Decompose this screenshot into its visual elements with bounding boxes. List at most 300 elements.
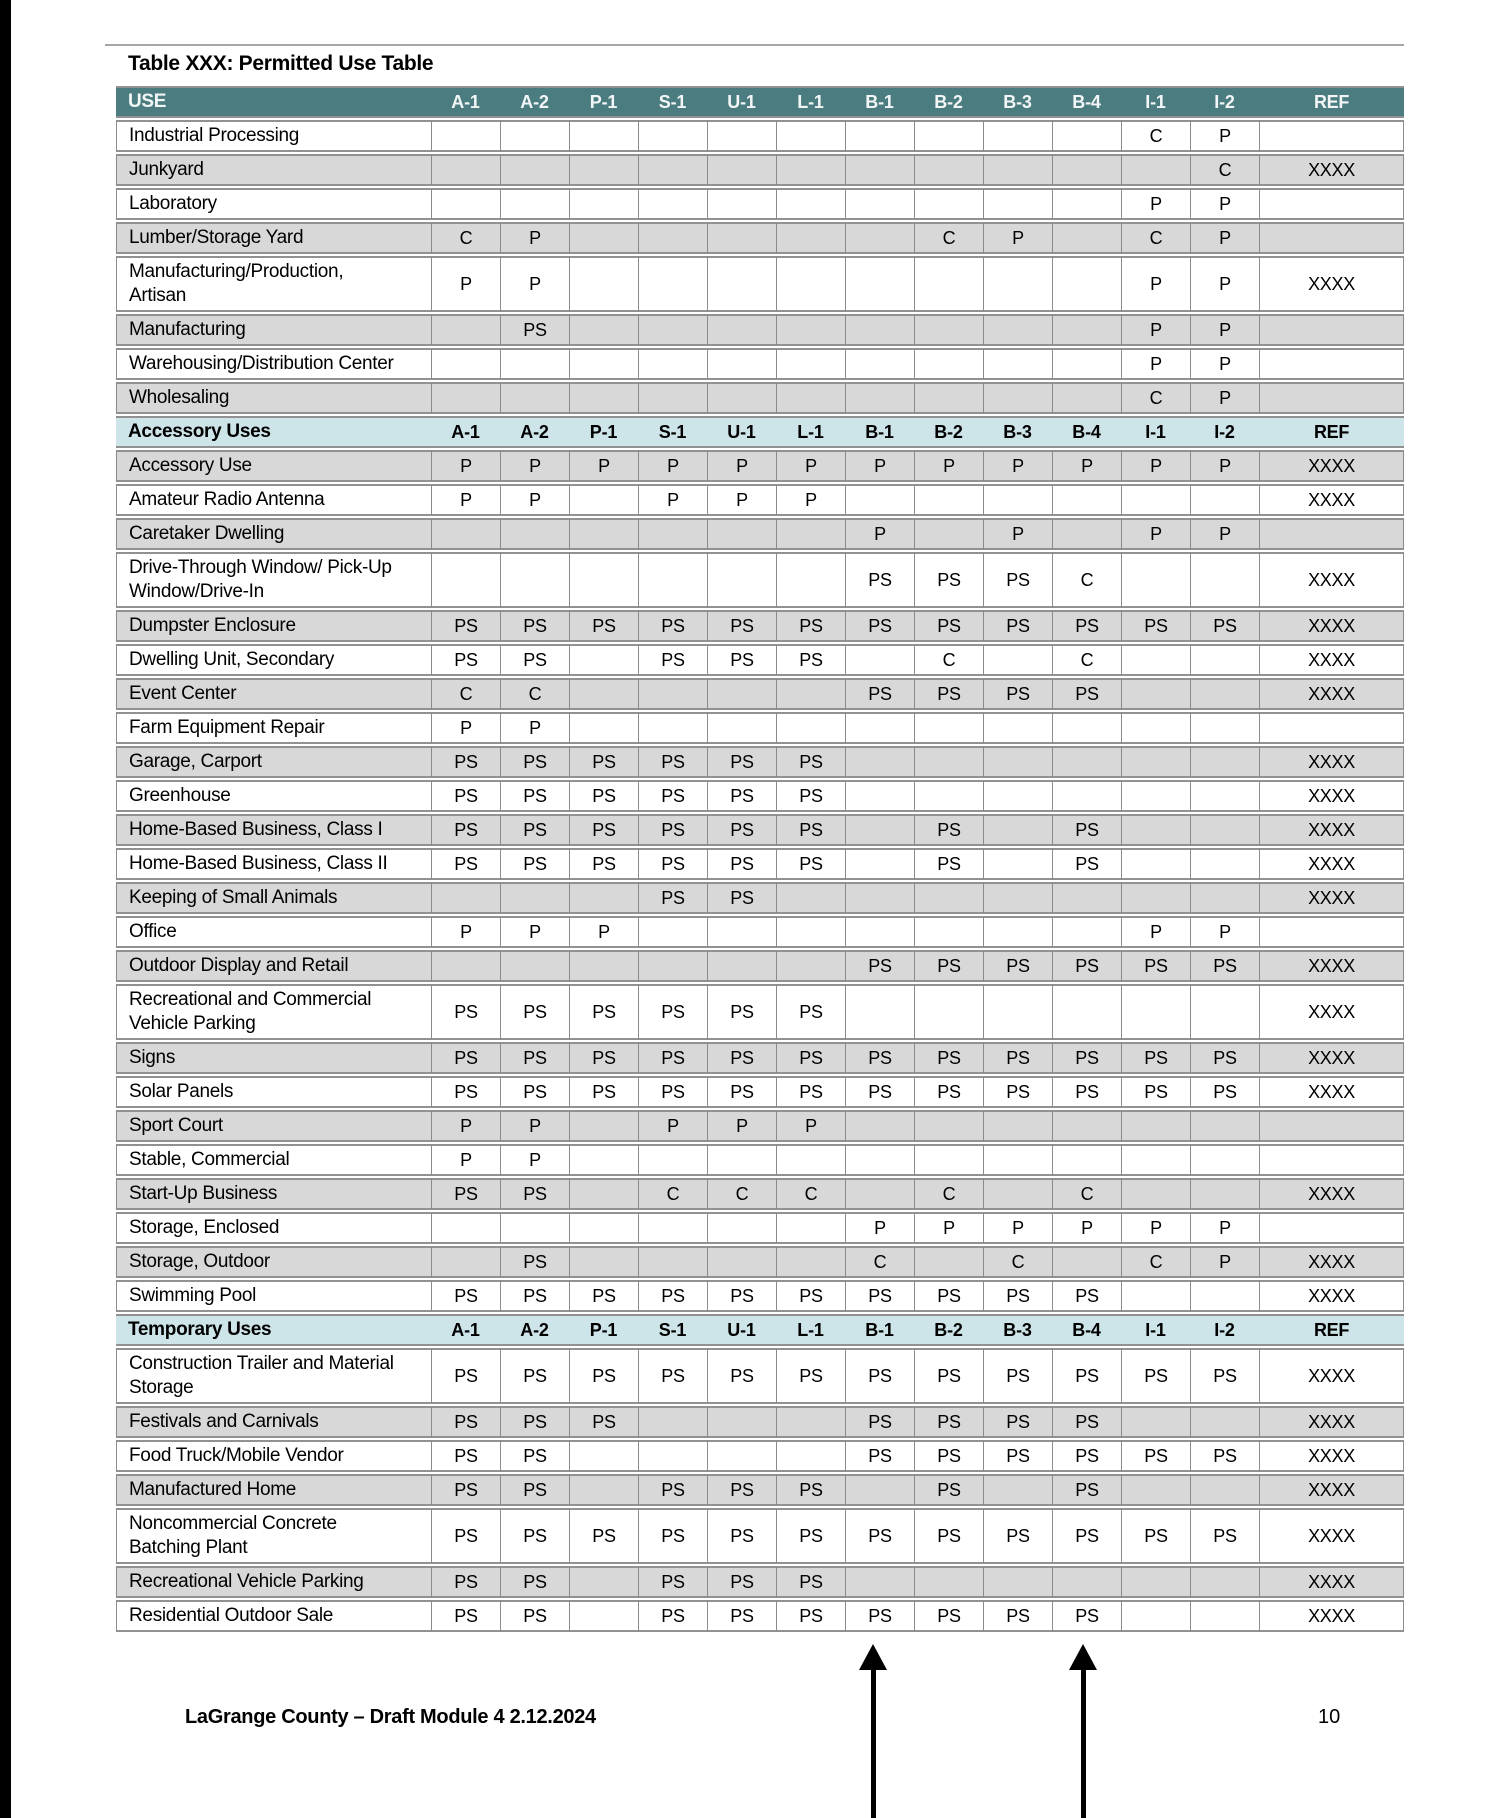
zone-permission-cell: PS (914, 678, 983, 710)
zone-permission-cell: PS (1052, 1440, 1121, 1472)
zone-permission-cell: PS (431, 1178, 500, 1210)
zone-permission-cell (845, 348, 914, 380)
zone-permission-cell (500, 518, 569, 550)
zone-permission-cell (1121, 644, 1190, 676)
use-name-cell: Laboratory (116, 188, 431, 220)
permitted-use-table (116, 84, 1404, 1634)
use-name-cell: Lumber/Storage Yard (116, 222, 431, 254)
zone-column-header: B-4 (1052, 1314, 1121, 1346)
zone-permission-cell: PS (776, 1566, 845, 1598)
zone-permission-cell (1190, 644, 1259, 676)
table-row (116, 814, 1404, 846)
zone-permission-cell: PS (638, 1600, 707, 1632)
zone-permission-cell: PS (776, 814, 845, 846)
zone-permission-cell (569, 1110, 638, 1142)
zone-permission-cell (638, 518, 707, 550)
zone-permission-cell (1121, 1178, 1190, 1210)
table-row (116, 644, 1404, 676)
zone-permission-cell: PS (1121, 1508, 1190, 1564)
zone-permission-cell: PS (707, 610, 776, 642)
zone-permission-cell: PS (707, 1280, 776, 1312)
zone-permission-cell (845, 712, 914, 744)
zone-permission-cell (776, 552, 845, 608)
zone-permission-cell (1190, 746, 1259, 778)
zone-permission-cell: PS (500, 746, 569, 778)
zone-permission-cell: P (431, 484, 500, 516)
zone-permission-cell: C (1121, 222, 1190, 254)
zone-permission-cell (500, 1212, 569, 1244)
zone-permission-cell: C (707, 1178, 776, 1210)
zone-permission-cell (776, 154, 845, 186)
zone-permission-cell (1190, 1406, 1259, 1438)
use-name-cell: Construction Trailer and Material Storage (116, 1348, 431, 1404)
zone-column-header: B-2 (914, 86, 983, 118)
zone-permission-cell: PS (569, 1280, 638, 1312)
use-name-cell: Manufactured Home (116, 1474, 431, 1506)
zone-permission-cell (983, 746, 1052, 778)
zone-permission-cell (845, 1144, 914, 1176)
zone-permission-cell (983, 382, 1052, 414)
ref-cell (1259, 712, 1404, 744)
zone-permission-cell: P (1052, 450, 1121, 482)
zone-permission-cell: P (569, 450, 638, 482)
zone-permission-cell: PS (1121, 610, 1190, 642)
table-row (116, 188, 1404, 220)
zone-permission-cell: PS (500, 1508, 569, 1564)
zone-permission-cell: C (431, 678, 500, 710)
zone-permission-cell (1190, 1566, 1259, 1598)
zone-permission-cell: P (1190, 188, 1259, 220)
ref-cell (1259, 222, 1404, 254)
zone-permission-cell: PS (638, 882, 707, 914)
zone-permission-cell (845, 188, 914, 220)
zone-column-header: B-2 (914, 416, 983, 448)
zone-permission-cell: P (638, 484, 707, 516)
zone-permission-cell (1052, 1246, 1121, 1278)
table-row (116, 950, 1404, 982)
table-row (116, 882, 1404, 914)
arrow-annotation-b4 (1083, 1644, 1097, 1818)
zone-permission-cell (776, 950, 845, 982)
permitted-use-table-wrap (116, 84, 1404, 1634)
use-name-cell: Sport Court (116, 1110, 431, 1142)
zone-permission-cell: P (500, 1110, 569, 1142)
zone-permission-cell: PS (638, 1566, 707, 1598)
section-header-row (116, 416, 1404, 448)
use-name-cell: Noncommercial Concrete Batching Plant (116, 1508, 431, 1564)
zone-permission-cell (845, 644, 914, 676)
use-name-cell: Recreational and Commercial Vehicle Parking (116, 984, 431, 1040)
zone-permission-cell: PS (707, 746, 776, 778)
arrow-stem (871, 1670, 876, 1818)
footer-text: LaGrange County – Draft Module 4 2.12.2024 (185, 1706, 596, 1728)
zone-permission-cell: PS (500, 1600, 569, 1632)
use-name-cell: Storage, Outdoor (116, 1246, 431, 1278)
zone-permission-cell (845, 916, 914, 948)
zone-permission-cell: PS (1052, 1076, 1121, 1108)
zone-permission-cell: PS (983, 610, 1052, 642)
zone-permission-cell (1121, 882, 1190, 914)
zone-permission-cell: PS (638, 1280, 707, 1312)
zone-permission-cell (845, 1566, 914, 1598)
zone-permission-cell: PS (1190, 1042, 1259, 1074)
zone-permission-cell (1052, 314, 1121, 346)
zone-permission-cell (638, 1246, 707, 1278)
zone-permission-cell (845, 814, 914, 846)
table-header-row (116, 86, 1404, 118)
zone-permission-cell (707, 154, 776, 186)
zone-permission-cell: PS (1121, 1440, 1190, 1472)
zone-permission-cell (983, 780, 1052, 812)
zone-permission-cell: PS (707, 1508, 776, 1564)
table-row (116, 916, 1404, 948)
zone-permission-cell (638, 552, 707, 608)
zone-permission-cell: PS (707, 1042, 776, 1074)
zone-permission-cell: PS (431, 746, 500, 778)
zone-permission-cell: PS (638, 984, 707, 1040)
use-name-cell: Industrial Processing (116, 120, 431, 152)
zone-permission-cell: PS (914, 610, 983, 642)
zone-permission-cell: PS (983, 1076, 1052, 1108)
zone-permission-cell (1190, 712, 1259, 744)
zone-permission-cell (983, 256, 1052, 312)
use-name-cell: Caretaker Dwelling (116, 518, 431, 550)
ref-cell (1259, 1110, 1404, 1142)
zone-column-header: A-1 (431, 416, 500, 448)
zone-permission-cell: PS (776, 644, 845, 676)
zone-permission-cell (707, 256, 776, 312)
zone-permission-cell (431, 950, 500, 982)
zone-permission-cell: P (431, 712, 500, 744)
zone-permission-cell: PS (638, 746, 707, 778)
zone-permission-cell (431, 552, 500, 608)
zone-permission-cell (914, 154, 983, 186)
zone-permission-cell (638, 256, 707, 312)
zone-permission-cell: C (1121, 1246, 1190, 1278)
zone-permission-cell: P (500, 222, 569, 254)
page-number: 10 (1318, 1706, 1341, 1728)
zone-permission-cell (1121, 1474, 1190, 1506)
use-name-cell: Outdoor Display and Retail (116, 950, 431, 982)
zone-permission-cell (569, 154, 638, 186)
zone-permission-cell (776, 348, 845, 380)
zone-permission-cell (1121, 746, 1190, 778)
zone-permission-cell: PS (431, 1406, 500, 1438)
zone-column-header: B-3 (983, 416, 1052, 448)
zone-permission-cell: PS (914, 848, 983, 880)
zone-permission-cell (1052, 256, 1121, 312)
zone-permission-cell: PS (707, 780, 776, 812)
ref-cell: XXXX (1259, 1348, 1404, 1404)
ref-cell: XXXX (1259, 1440, 1404, 1472)
zone-permission-cell: PS (500, 848, 569, 880)
table-row (116, 610, 1404, 642)
ref-cell: XXXX (1259, 848, 1404, 880)
zone-permission-cell: P (1190, 1212, 1259, 1244)
zone-permission-cell (431, 348, 500, 380)
zone-permission-cell: P (707, 1110, 776, 1142)
zone-permission-cell (500, 348, 569, 380)
zone-permission-cell: PS (707, 644, 776, 676)
zone-column-header: B-4 (1052, 86, 1121, 118)
zone-permission-cell: PS (845, 610, 914, 642)
table-row (116, 1508, 1404, 1564)
zone-permission-cell: PS (569, 1406, 638, 1438)
zone-permission-cell: PS (638, 848, 707, 880)
zone-permission-cell (569, 256, 638, 312)
zone-permission-cell (845, 120, 914, 152)
zone-permission-cell: P (1190, 518, 1259, 550)
zone-permission-cell: P (638, 1110, 707, 1142)
ref-cell: XXXX (1259, 644, 1404, 676)
ref-cell: XXXX (1259, 1508, 1404, 1564)
zone-permission-cell: PS (1052, 950, 1121, 982)
zone-permission-cell (569, 882, 638, 914)
zone-permission-cell (569, 1144, 638, 1176)
zone-permission-cell: PS (569, 984, 638, 1040)
zone-permission-cell: PS (707, 1600, 776, 1632)
use-column-header: USE (116, 86, 431, 118)
zone-column-header: I-1 (1121, 1314, 1190, 1346)
zone-permission-cell (569, 1246, 638, 1278)
zone-permission-cell (500, 188, 569, 220)
zone-permission-cell: PS (500, 1348, 569, 1404)
arrow-stem (1081, 1670, 1086, 1818)
zone-permission-cell: P (1190, 450, 1259, 482)
table-row (116, 1406, 1404, 1438)
zone-column-header: I-2 (1190, 86, 1259, 118)
zone-permission-cell: PS (776, 780, 845, 812)
zone-permission-cell (1121, 780, 1190, 812)
use-name-cell: Drive-Through Window/ Pick-Up Window/Drive-In (116, 552, 431, 608)
zone-permission-cell: P (500, 916, 569, 948)
zone-permission-cell: PS (638, 1474, 707, 1506)
zone-permission-cell: PS (1190, 1348, 1259, 1404)
ref-cell (1259, 518, 1404, 550)
zone-permission-cell (569, 120, 638, 152)
zone-permission-cell (1121, 984, 1190, 1040)
zone-permission-cell (983, 644, 1052, 676)
zone-permission-cell (1052, 984, 1121, 1040)
zone-permission-cell: PS (983, 678, 1052, 710)
ref-cell (1259, 382, 1404, 414)
zone-permission-cell: PS (983, 1042, 1052, 1074)
zone-permission-cell (707, 1144, 776, 1176)
zone-permission-cell: P (1121, 916, 1190, 948)
zone-permission-cell (776, 256, 845, 312)
zone-permission-cell (776, 916, 845, 948)
zone-permission-cell (983, 348, 1052, 380)
zone-permission-cell: PS (845, 552, 914, 608)
zone-column-header: P-1 (569, 416, 638, 448)
zone-permission-cell (1190, 1178, 1259, 1210)
zone-permission-cell: PS (431, 1280, 500, 1312)
zone-permission-cell: PS (569, 1042, 638, 1074)
zone-permission-cell (776, 712, 845, 744)
ref-cell: XXXX (1259, 1042, 1404, 1074)
zone-permission-cell (845, 382, 914, 414)
zone-permission-cell: PS (638, 780, 707, 812)
zone-permission-cell: PS (845, 678, 914, 710)
zone-permission-cell (1121, 154, 1190, 186)
zone-permission-cell (500, 120, 569, 152)
zone-permission-cell (914, 120, 983, 152)
zone-permission-cell: P (431, 1144, 500, 1176)
use-name-cell: Garage, Carport (116, 746, 431, 778)
ref-cell: XXXX (1259, 950, 1404, 982)
use-name-cell: Start-Up Business (116, 1178, 431, 1210)
ref-cell: XXXX (1259, 1076, 1404, 1108)
zone-permission-cell: PS (983, 1508, 1052, 1564)
zone-permission-cell: P (1190, 256, 1259, 312)
zone-permission-cell: PS (776, 984, 845, 1040)
use-name-cell: Dwelling Unit, Secondary (116, 644, 431, 676)
zone-permission-cell (500, 154, 569, 186)
zone-permission-cell: P (1121, 314, 1190, 346)
zone-permission-cell (1190, 1144, 1259, 1176)
ref-cell (1259, 188, 1404, 220)
zone-permission-cell (776, 1406, 845, 1438)
ref-column-header: REF (1259, 1314, 1404, 1346)
zone-permission-cell (569, 1474, 638, 1506)
zone-permission-cell (914, 1144, 983, 1176)
zone-permission-cell (983, 916, 1052, 948)
zone-permission-cell: PS (914, 1280, 983, 1312)
ref-cell: XXXX (1259, 1474, 1404, 1506)
zone-permission-cell (569, 950, 638, 982)
zone-permission-cell: PS (707, 984, 776, 1040)
zone-permission-cell (1121, 712, 1190, 744)
zone-permission-cell (983, 120, 1052, 152)
zone-permission-cell: C (845, 1246, 914, 1278)
zone-permission-cell: PS (500, 780, 569, 812)
use-name-cell: Keeping of Small Animals (116, 882, 431, 914)
zone-permission-cell (776, 120, 845, 152)
zone-permission-cell: P (983, 450, 1052, 482)
zone-permission-cell: PS (500, 1440, 569, 1472)
zone-permission-cell: PS (776, 610, 845, 642)
zone-permission-cell (983, 154, 1052, 186)
zone-permission-cell: PS (500, 1246, 569, 1278)
zone-permission-cell (707, 348, 776, 380)
use-name-cell: Event Center (116, 678, 431, 710)
zone-permission-cell (914, 882, 983, 914)
zone-permission-cell (638, 1212, 707, 1244)
zone-permission-cell: P (776, 484, 845, 516)
zone-permission-cell: PS (431, 1600, 500, 1632)
zone-permission-cell (707, 382, 776, 414)
zone-column-header: U-1 (707, 86, 776, 118)
zone-permission-cell (983, 484, 1052, 516)
zone-permission-cell: PS (500, 1406, 569, 1438)
zone-permission-cell: P (431, 450, 500, 482)
zone-permission-cell: PS (1052, 1600, 1121, 1632)
zone-permission-cell: C (638, 1178, 707, 1210)
zone-permission-cell: PS (1052, 1348, 1121, 1404)
zone-permission-cell (1190, 848, 1259, 880)
zone-permission-cell (707, 518, 776, 550)
zone-permission-cell: PS (569, 814, 638, 846)
zone-permission-cell: P (500, 450, 569, 482)
table-row (116, 154, 1404, 186)
zone-permission-cell: PS (707, 814, 776, 846)
zone-permission-cell (776, 382, 845, 414)
zone-permission-cell: PS (638, 1348, 707, 1404)
table-row (116, 518, 1404, 550)
zone-permission-cell: PS (431, 814, 500, 846)
zone-permission-cell: P (914, 1212, 983, 1244)
use-name-cell: Warehousing/Distribution Center (116, 348, 431, 380)
zone-permission-cell (776, 882, 845, 914)
zone-permission-cell: PS (431, 644, 500, 676)
zone-permission-cell: PS (500, 1042, 569, 1074)
ref-column-header: REF (1259, 416, 1404, 448)
zone-permission-cell: C (1052, 552, 1121, 608)
zone-permission-cell (983, 1474, 1052, 1506)
use-name-cell: Amateur Radio Antenna (116, 484, 431, 516)
zone-column-header: B-1 (845, 416, 914, 448)
zone-permission-cell (569, 1566, 638, 1598)
zone-permission-cell: PS (500, 1566, 569, 1598)
zone-permission-cell: PS (845, 1440, 914, 1472)
zone-permission-cell (707, 552, 776, 608)
zone-permission-cell: PS (431, 1566, 500, 1598)
ref-cell: XXXX (1259, 678, 1404, 710)
zone-column-header: U-1 (707, 1314, 776, 1346)
zone-permission-cell (1052, 1110, 1121, 1142)
section-title: Temporary Uses (116, 1314, 431, 1346)
use-name-cell: Farm Equipment Repair (116, 712, 431, 744)
table-row (116, 348, 1404, 380)
zone-permission-cell: PS (1052, 1042, 1121, 1074)
zone-permission-cell: P (500, 484, 569, 516)
ref-cell: XXXX (1259, 882, 1404, 914)
zone-permission-cell: PS (776, 1042, 845, 1074)
zone-permission-cell (638, 916, 707, 948)
zone-permission-cell (431, 882, 500, 914)
table-row (116, 222, 1404, 254)
zone-permission-cell (569, 644, 638, 676)
zone-permission-cell (638, 314, 707, 346)
zone-permission-cell: PS (569, 848, 638, 880)
zone-permission-cell: P (707, 484, 776, 516)
zone-column-header: S-1 (638, 416, 707, 448)
zone-permission-cell: PS (500, 1076, 569, 1108)
zone-permission-cell (500, 382, 569, 414)
zone-permission-cell: PS (1190, 610, 1259, 642)
zone-permission-cell (638, 1440, 707, 1472)
zone-permission-cell: PS (569, 1508, 638, 1564)
zone-permission-cell (707, 1406, 776, 1438)
table-row (116, 1348, 1404, 1404)
zone-permission-cell (1052, 712, 1121, 744)
table-row (116, 984, 1404, 1040)
zone-permission-cell (1052, 518, 1121, 550)
zone-permission-cell (776, 188, 845, 220)
zone-permission-cell: P (1121, 348, 1190, 380)
zone-permission-cell: P (1121, 450, 1190, 482)
zone-permission-cell (845, 1110, 914, 1142)
zone-permission-cell (431, 188, 500, 220)
zone-permission-cell: PS (983, 950, 1052, 982)
zone-permission-cell: PS (914, 1406, 983, 1438)
zone-permission-cell (1190, 1280, 1259, 1312)
zone-permission-cell (845, 746, 914, 778)
arrow-annotation-b1 (873, 1644, 887, 1818)
table-row (116, 484, 1404, 516)
zone-permission-cell: PS (1121, 1042, 1190, 1074)
zone-column-header: A-1 (431, 1314, 500, 1346)
